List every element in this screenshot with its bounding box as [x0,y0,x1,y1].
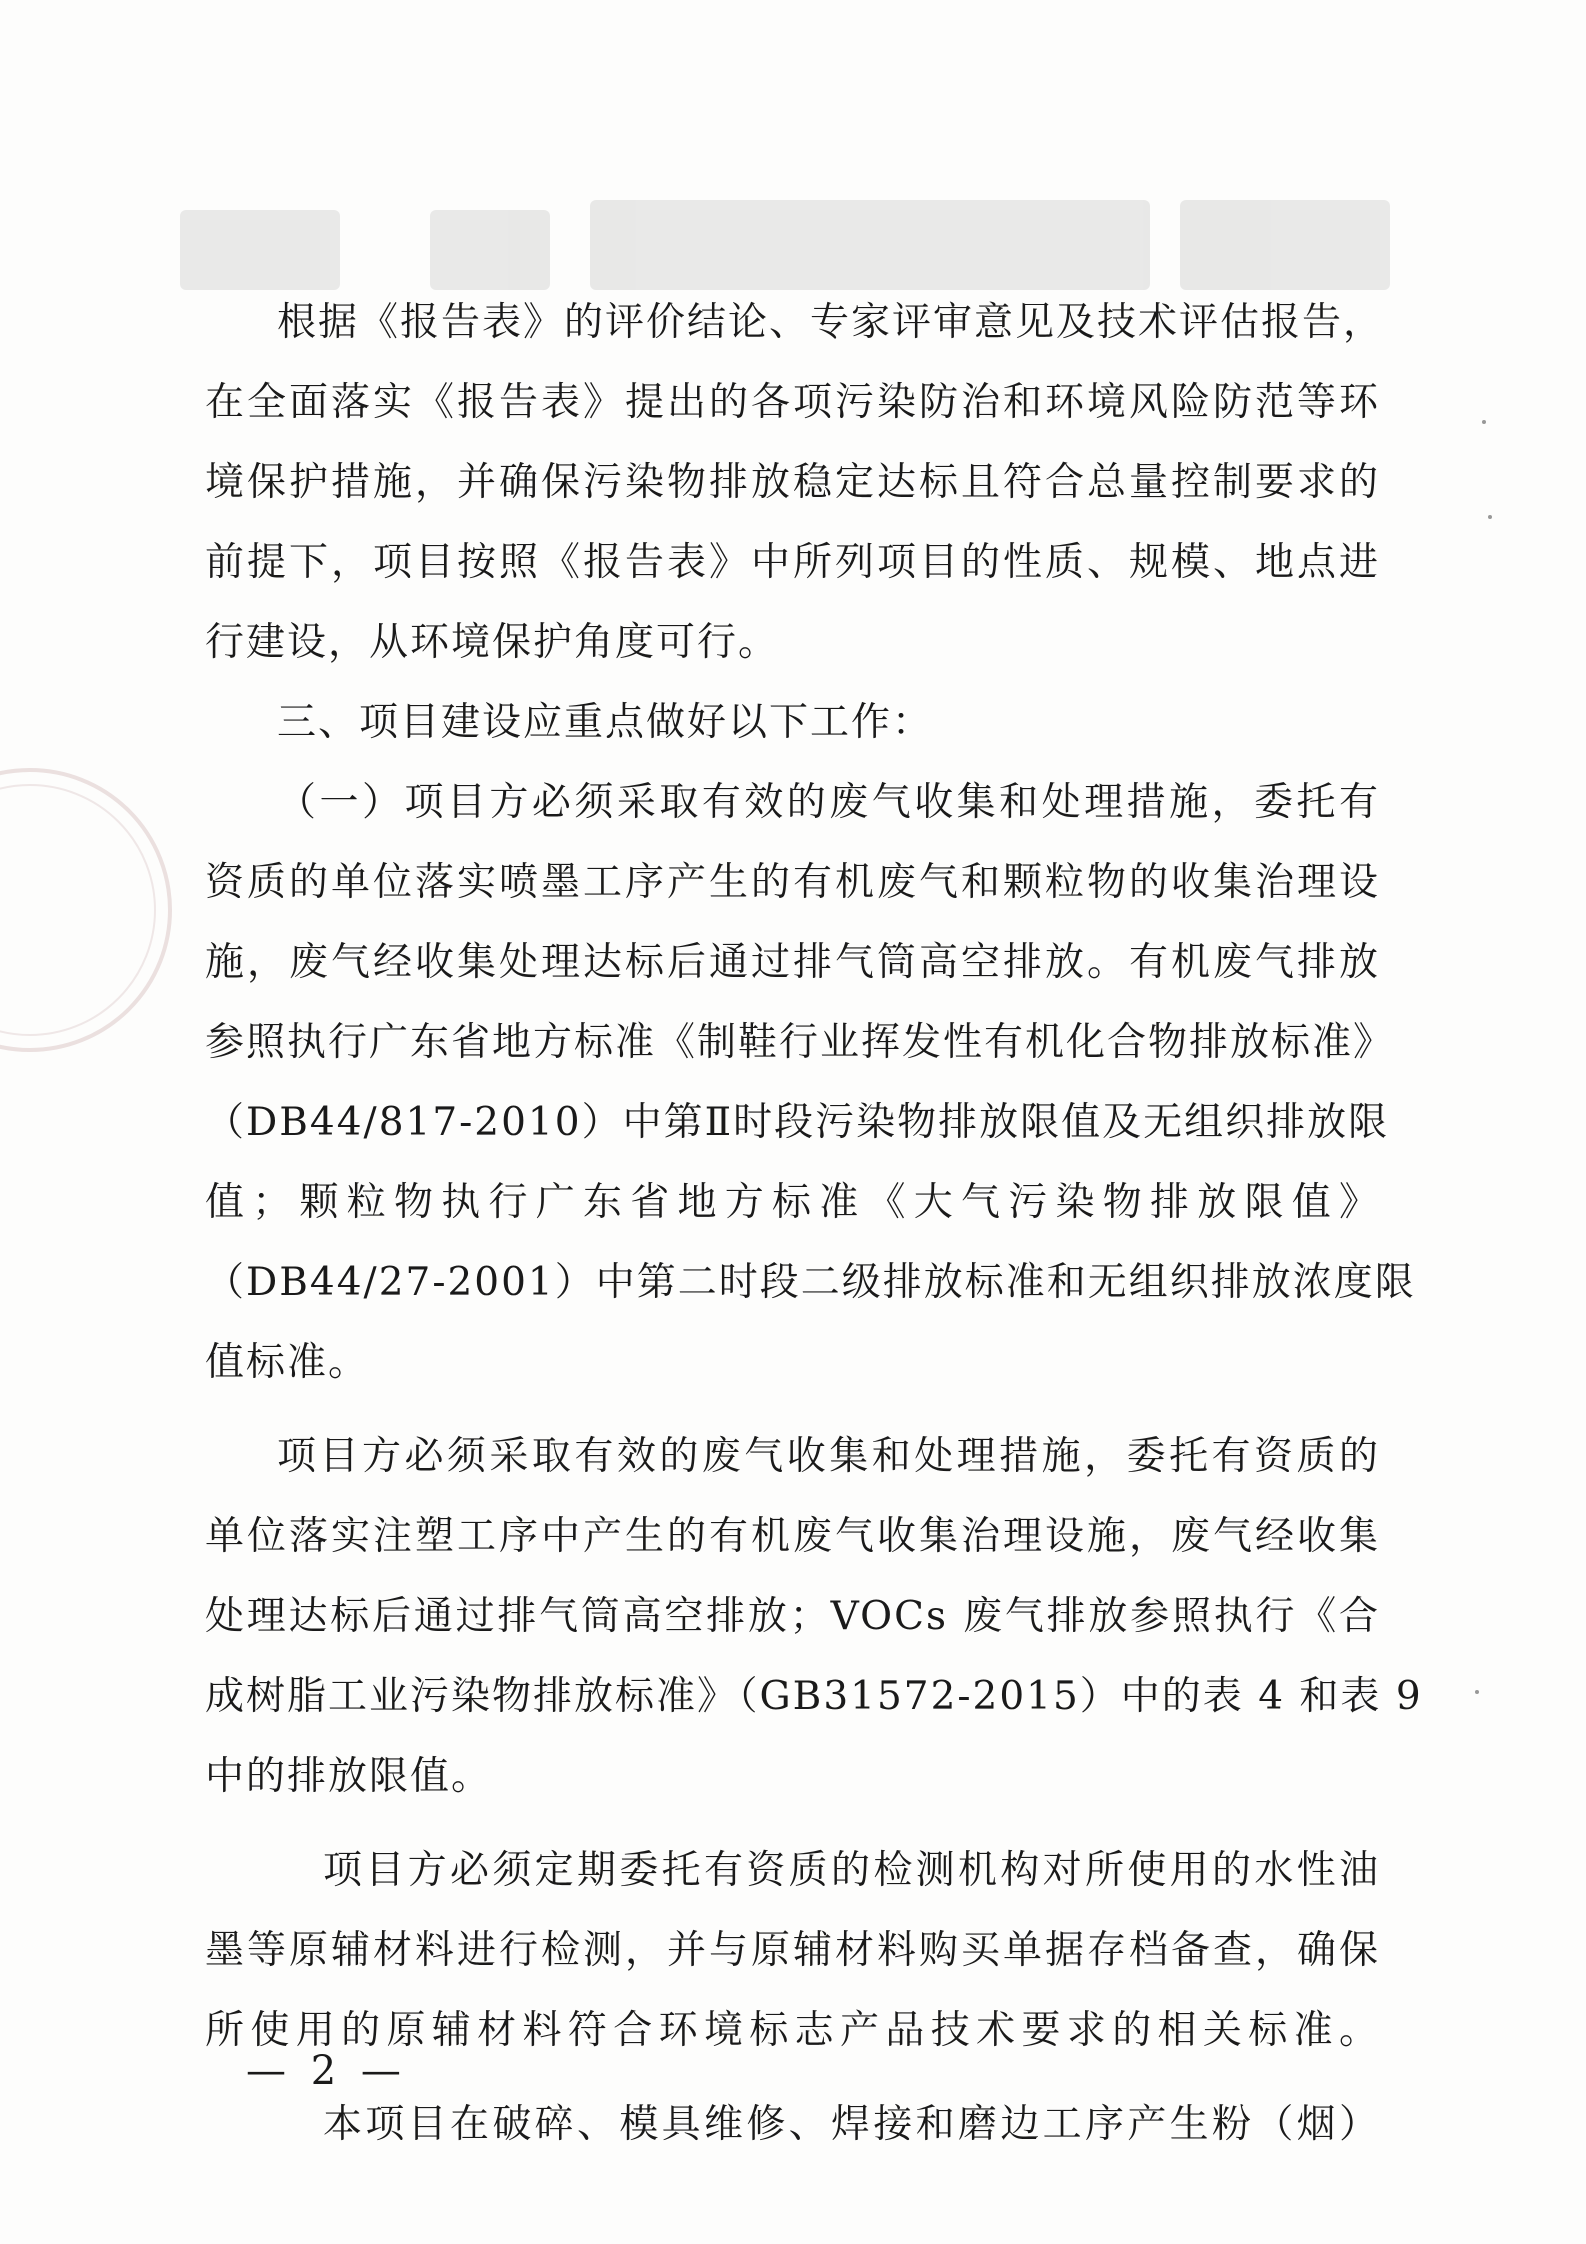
scan-speck [1475,1690,1479,1694]
text-line: 项目方必须采取有效的废气收集和处理措施，委托有资质的 [277,1434,1380,1479]
text-line: 项目方必须定期委托有资质的检测机构对所使用的水性油 [323,1848,1380,1893]
text-line: 处理达标后通过排气筒高空排放；VOCs 废气排放参照执行《合 [205,1594,1380,1639]
text-line: 成树脂工业污染物排放标准》（GB31572-2015）中的表 4 和表 9 [205,1674,1423,1719]
text-line: 参照执行广东省地方标准《制鞋行业挥发性有机化合物排放标准》 [205,1020,1395,1065]
text-line: 值；颗粒物执行广东省地方标准《大气污染物排放限值》 [205,1180,1380,1225]
text-line: 境保护措施，并确保污染物排放稳定达标且符合总量控制要求的 [205,460,1380,505]
text-line: 所使用的原辅材料符合环境标志产品技术要求的相关标准。 [205,2008,1380,2053]
text-line: 根据《报告表》的评价结论、专家评审意见及技术评估报告， [277,300,1385,345]
text-line: （DB44/817-2010）中第Ⅱ时段污染物排放限值及无组织排放限 [205,1100,1390,1145]
text-line: 施，废气经收集处理达标后通过排气筒高空排放。有机废气排放 [205,940,1380,985]
section-heading: 三、项目建设应重点做好以下工作： [277,700,934,745]
text-line: 墨等原辅材料进行检测，并与原辅材料购买单据存档备查，确保 [205,1928,1380,1973]
text-line: （一）项目方必须采取有效的废气收集和处理措施，委托有 [277,780,1380,825]
text-line: 单位落实注塑工序中产生的有机废气收集治理设施，废气经收集 [205,1514,1380,1559]
text-line: 值标准。 [205,1340,370,1385]
text-line: 中的排放限值。 [205,1754,493,1799]
text-line: 前提下，项目按照《报告表》中所列项目的性质、规模、地点进 [205,540,1380,585]
text-line: 资质的单位落实喷墨工序产生的有机废气和颗粒物的收集治理设 [205,860,1380,905]
text-line: 在全面落实《报告表》提出的各项污染防治和环境风险防范等环 [205,380,1380,425]
scan-speck [1488,515,1492,519]
seal-stamp-fragment [0,760,180,1060]
document-body [205,283,1423,2165]
text-line: 行建设，从环境保护角度可行。 [205,620,780,665]
text-line: （DB44/27-2001）中第二时段二级排放标准和无组织排放浓度限 [205,1260,1416,1305]
text-line: 本项目在破碎、模具维修、焊接和磨边工序产生粉（烟） [323,2102,1380,2147]
page-number: — 2 — [246,2048,407,2094]
scan-speck [1482,420,1486,424]
